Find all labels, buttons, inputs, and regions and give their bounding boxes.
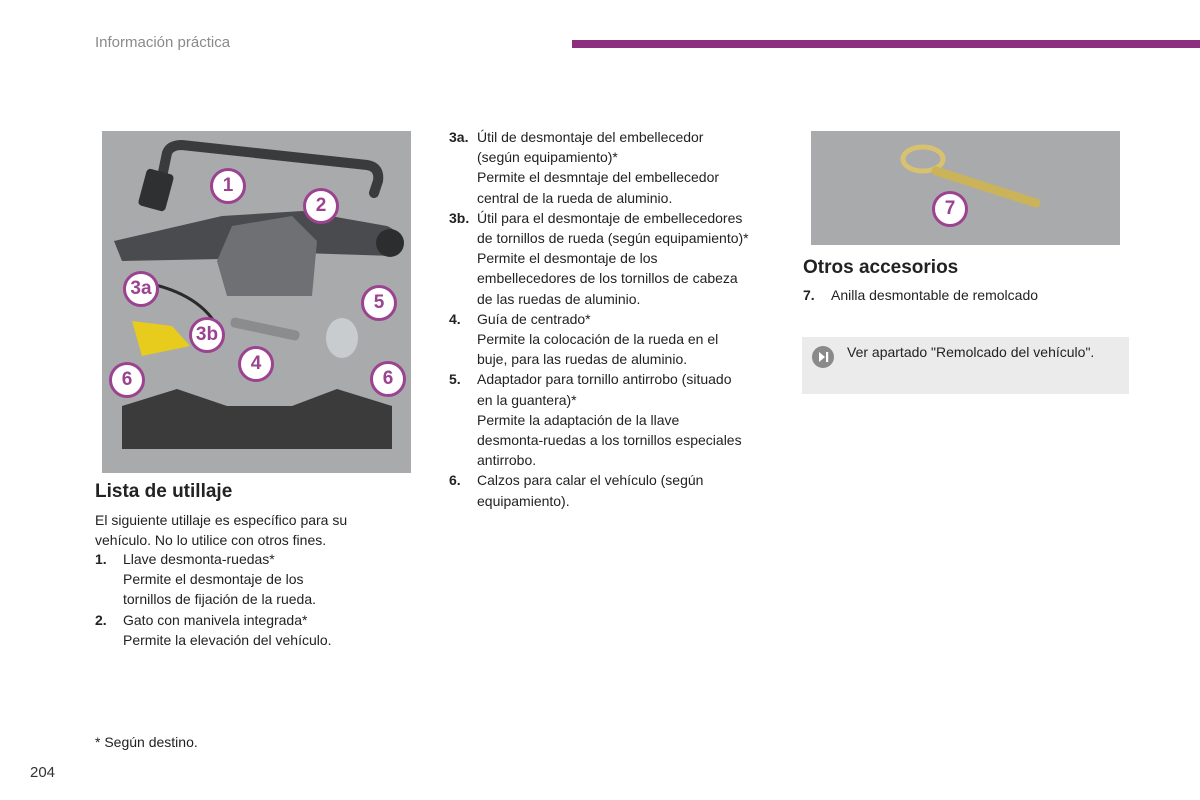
list-item: 3b. Útil para el desmontaje de embellecedores de tornillos de rueda (según equipamiento)* Permite el desmontaje de los embellecedores de los tornillos de cabeza de las ruedas de aluminio. bbox=[449, 209, 749, 307]
callout-1: 1 bbox=[210, 168, 246, 204]
list-item: 2. Gato con manivela integrada* Permite la elevación del vehículo. bbox=[95, 611, 332, 648]
tools-list-left bbox=[95, 549, 395, 650]
list-item: 5. Adaptador para tornillo antirrobo (situado en la guantera)* Permite la adaptación de la llave desmonta-ruedas a los tornillos especiales antirrobo. bbox=[449, 371, 742, 469]
note-text: Ver apartado "Remolcado del vehículo". bbox=[847, 344, 1095, 360]
list-item: 4. Guía de centrado* Permite la colocación de la rueda en el buje, para las ruedas de aluminio. bbox=[449, 310, 719, 368]
list-item: 7. Anilla desmontable de remolcado bbox=[803, 287, 1039, 303]
section-header: Información práctica bbox=[95, 34, 231, 51]
list-item: 6. Calzos para calar el vehículo (según equipamiento). bbox=[449, 472, 704, 509]
callout-3a: 3a bbox=[123, 271, 159, 307]
callout-5: 5 bbox=[361, 285, 397, 321]
callout-2: 2 bbox=[303, 188, 339, 224]
accessories-section-title: Otros accesorios bbox=[803, 257, 959, 278]
tow-ring-illustration bbox=[811, 131, 1120, 245]
tools-illustration bbox=[102, 131, 411, 473]
footnote: * Según destino. bbox=[95, 734, 198, 750]
header-accent-bar bbox=[572, 40, 1200, 48]
cross-reference-icon bbox=[812, 346, 834, 368]
tow-ring-drawing bbox=[811, 131, 1120, 245]
page-number: 204 bbox=[30, 764, 56, 781]
list-item: 3a. Útil de desmontaje del embellecedor (según equipamiento)* Permite el desmntaje del embellecedor central de la rueda de aluminio. bbox=[449, 129, 720, 206]
callout-6-left: 6 bbox=[109, 362, 145, 398]
accessories-list bbox=[803, 285, 1103, 305]
list-item: 1. Llave desmonta-ruedas* Permite el desmontaje de los tornillos de fijación de la rueda. bbox=[95, 551, 317, 608]
tools-section-title: Lista de utillaje bbox=[95, 481, 233, 502]
tools-list-middle bbox=[449, 127, 779, 511]
tools-intro: El siguiente utillaje es específico para su vehículo. No lo utilice con otros fines. bbox=[95, 512, 348, 549]
callout-4: 4 bbox=[238, 346, 274, 382]
cross-reference-note bbox=[802, 337, 1129, 394]
callout-3b: 3b bbox=[189, 317, 225, 353]
callout-7: 7 bbox=[932, 191, 968, 227]
callout-6-right: 6 bbox=[370, 361, 406, 397]
